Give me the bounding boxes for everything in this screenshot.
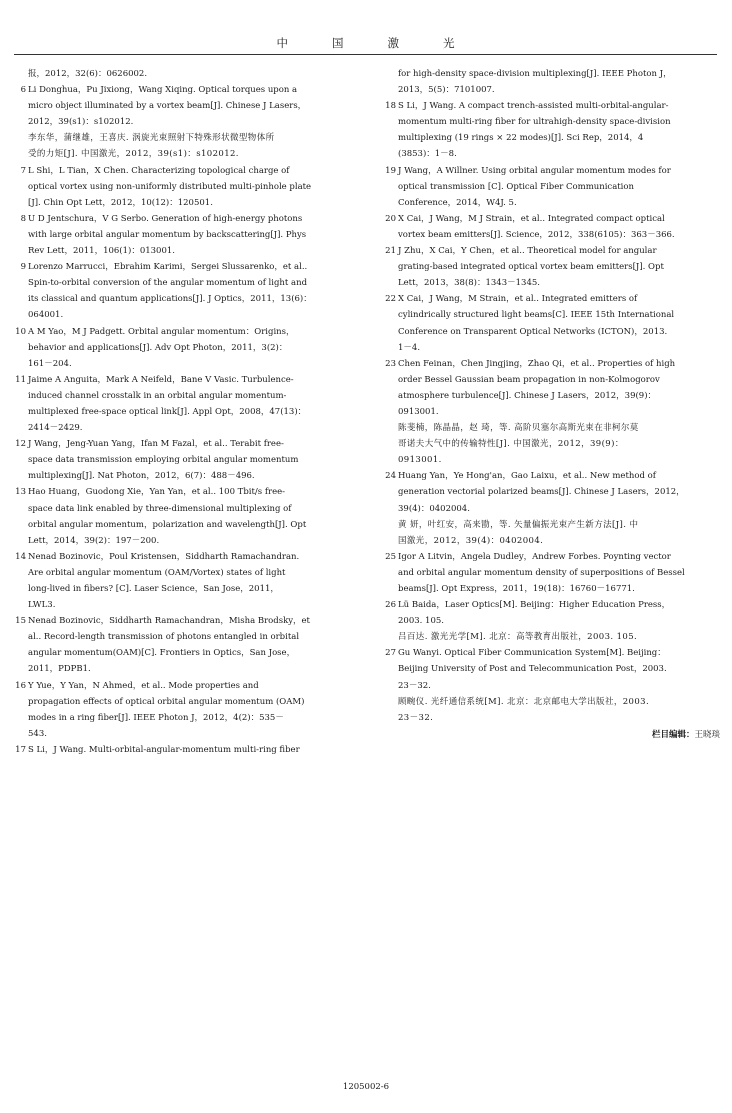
reference-entry [382, 597, 724, 629]
reference-entry [382, 645, 724, 693]
reference-entry [12, 66, 354, 82]
reference-column-left [12, 66, 354, 758]
reference-line: momentum multi-ring fiber for ultrahigh-density space-division [398, 117, 671, 128]
reference-line: X Cai，J Wang，M Strain，et al.. Integrated emitters of [398, 294, 638, 305]
reference-line: S Li，J Wang. A compact trench-assisted multi-orbital-angular- [398, 101, 669, 112]
reference-line: Lett，2014，39(2)：197－200. [28, 535, 160, 546]
reference-translation-line: 顾畹仪. 光纤通信系统[M]. 北京：北京邮电大学出版社，2003. [398, 696, 650, 707]
reference-entry [12, 678, 354, 742]
reference-line: U D Jentschura，V G Serbo. Generation of high-energy photons [28, 213, 303, 224]
reference-line: Jaime A Anguita，Mark A Neifeld，Bane V Vasic. Turbulence- [28, 374, 294, 385]
reference-line: space data link enabled by three-dimensional multiplexing of [28, 503, 292, 514]
reference-entry [382, 517, 724, 549]
reference-line: and orbital angular momentum density of superpositions of Bessel [398, 567, 685, 578]
reference-line: Conference on Transparent Optical Networks (ICTON)，2013. [398, 326, 668, 337]
reference-line: A M Yao，M J Padgett. Orbital angular momentum：Origins， [28, 326, 295, 337]
reference-entry [382, 163, 724, 211]
reference-number: 22 [385, 294, 396, 305]
reference-line: propagation effects of optical orbital angular momentum (OAM) [28, 696, 305, 707]
reference-line: Beijing University of Post and Telecommunication Post，2003. [398, 664, 667, 675]
reference-line: with large orbital angular momentum by backscattering[J]. Phys [28, 229, 307, 240]
reference-entry [382, 549, 724, 597]
reference-entry [12, 372, 354, 436]
reference-number: 6 [20, 85, 26, 96]
reference-line: for high-density space-division multiplexing[J]. IEEE Photon J， [398, 69, 672, 79]
reference-translation-line: 黄 妍，叶红安，高来勖，等. 矢量偏振光束产生新方法[J]. 中 [398, 519, 639, 530]
reference-line: Igor A Litvin，Angela Dudley，Andrew Forbes. Poynting vector [398, 551, 671, 562]
reference-line: multiplexing[J]. Nat Photon，2012，6(7)：488－496. [28, 471, 255, 482]
reference-entry [12, 130, 354, 162]
page-number: 1205002-6 [342, 1082, 390, 1092]
reference-line: grating-based integrated optical vortex beam emitters[J]. Opt [398, 262, 664, 273]
reference-line: Are orbital angular momentum (OAM/Vortex) states of light [28, 567, 286, 578]
reference-entry [382, 420, 724, 468]
reference-line: X Cai，J Wang，M J Strain，et al.. Integrated compact optical [398, 213, 665, 224]
reference-line: Huang Yan，Ye Hong'an，Gao Laixu，et al.. New method of [398, 471, 656, 482]
reference-number: 23 [385, 358, 396, 369]
reference-number: 13 [15, 487, 26, 498]
reference-line: micro object illuminated by a vortex beam[J]. Chinese J Lasers， [28, 101, 307, 112]
reference-line: multiplexed free-space optical link[J]. Appl Opt，2008，47(13)： [28, 406, 307, 417]
reference-entry [382, 468, 724, 516]
reference-column-right [382, 66, 724, 743]
reference-entry [382, 694, 724, 726]
reference-line: Nenad Bozinovic，Siddharth Ramachandran，Misha Brodsky，et [28, 616, 310, 627]
editor-label: 栏目编辑： [651, 729, 695, 740]
reference-line: Li Donghua，Pu Jixiong，Wang Xiqing. Optical torques upon a [28, 85, 298, 96]
reference-line: atmosphere turbulence[J]. Chinese J Lasers，2012，39(9)： [398, 390, 657, 401]
reference-line: cylindrically structured light beams[C]. IEEE 15th International [398, 310, 675, 321]
reference-entry [12, 484, 354, 548]
reference-entry [12, 613, 354, 677]
reference-number: 26 [385, 600, 396, 611]
reference-line: optical transmission [C]. Optical Fiber Communication [398, 181, 634, 192]
column-editor-credit [382, 727, 724, 743]
reference-line: behavior and applications[J]. Adv Opt Photon，2011，3(2)： [28, 342, 288, 353]
reference-entry [382, 356, 724, 420]
reference-line: long-lived in fibers? [C]. Laser Science，San Jose，2011， [28, 584, 279, 594]
reference-line: Lü Baida，Laser Optics[M]. Beijing：Higher Education Press， [398, 600, 671, 611]
reference-line: 2011，PDPB1. [28, 664, 91, 675]
reference-line: 0913001. [398, 406, 439, 417]
reference-number: 14 [15, 551, 26, 562]
reference-number: 12 [15, 439, 26, 450]
reference-entry [12, 211, 354, 259]
reference-line: its classical and quantum applications[J]. J Optics，2011，13(6)： [28, 294, 312, 305]
reference-line: 1－4. [398, 342, 421, 353]
reference-entry [382, 629, 724, 645]
reference-number: 20 [385, 213, 396, 224]
reference-entry [382, 98, 724, 162]
reference-line: Spin-to-orbital conversion of the angular momentum of light and [28, 278, 308, 289]
reference-number: 15 [15, 616, 26, 627]
reference-number: 11 [15, 374, 26, 385]
reference-number: 19 [385, 165, 396, 176]
reference-line: Rev Lett，2011，106(1)：013001. [28, 246, 175, 257]
reference-entry [12, 324, 354, 372]
reference-line: 39(4)：0402004. [398, 503, 470, 514]
reference-entry [382, 243, 724, 291]
reference-translation-line: 0913001. [398, 455, 442, 466]
reference-translation-line: 陈斐楠，陈晶晶，赵 琦，等. 高阶贝塞尔高斯光束在非柯尔莫 [398, 423, 639, 434]
reference-number: 8 [20, 213, 26, 224]
reference-number: 24 [385, 471, 396, 482]
reference-line: 543. [28, 728, 47, 739]
reference-entry [382, 66, 724, 98]
reference-line: optical vortex using non-uniformly distributed multi-pinhole plate [28, 181, 312, 192]
reference-line: induced channel crosstalk in an orbital angular momentum- [28, 390, 287, 401]
reference-line: beams[J]. Opt Express，2011，19(18)：16760－16771. [398, 584, 635, 594]
reference-number: 16 [15, 680, 26, 691]
reference-entry [12, 742, 354, 758]
reference-line: 2003. 105. [398, 616, 444, 627]
reference-line: Gu Wanyi. Optical Fiber Communication System[M]. Beijing： [398, 648, 666, 659]
editor-name: 王晓琰 [694, 729, 720, 740]
reference-line: Chen Feinan，Chen Jingjing，Zhao Qi，et al.. Properties of high [398, 358, 676, 369]
reference-line: Conference，2014，W4J. 5. [398, 197, 517, 208]
reference-line: (3853)：1－8. [398, 149, 457, 160]
reference-line: J Zhu，X Cai，Y Chen，et al.. Theoretical model for angular [398, 246, 657, 257]
reference-line: 2414－2429. [28, 423, 83, 434]
reference-line: 161－204. [28, 358, 72, 369]
reference-entry [382, 291, 724, 355]
reference-line: modes in a ring fiber[J]. IEEE Photon J，2012，4(2)：535－ [28, 712, 284, 723]
reference-number: 7 [20, 165, 26, 176]
reference-line: Lett，2013，38(8)：1343－1345. [398, 278, 540, 289]
reference-translation-line: 李东华，蒲继雄，王喜庆. 涡旋光束照射下特殊形状微型物体所 [28, 133, 275, 144]
reference-line: Lorenzo Marrucci，Ebrahim Karimi，Sergei Slussarenko，et al.. [28, 262, 308, 273]
journal-header: 中国激光 [276, 36, 499, 50]
reference-line: space data transmission employing orbital angular momentum [28, 455, 299, 466]
reference-line: order Bessel Gaussian beam propagation in non-Kolmogorov [398, 374, 660, 385]
reference-entry [12, 82, 354, 130]
reference-line: [J]. Chin Opt Lett，2012，10(12)：120501. [28, 197, 213, 208]
reference-number: 10 [15, 326, 26, 337]
reference-line: 23－32. [398, 680, 431, 691]
reference-line: vortex beam emitters[J]. Science，2012，338(6105)：363－366. [398, 229, 675, 240]
reference-number: 27 [385, 648, 396, 659]
reference-line: al.. Record-length transmission of photons entangled in orbital [28, 632, 300, 643]
header-rule [14, 54, 717, 55]
reference-translation-line: 国激光，2012，39(4)：0402004. [398, 535, 544, 546]
reference-line: LWL3. [28, 600, 56, 611]
reference-entry [12, 436, 354, 484]
reference-line: S Li，J Wang. Multi-orbital-angular-momentum multi-ring fiber [28, 744, 300, 755]
reference-number: 9 [20, 262, 26, 273]
reference-translation-line: 受的力矩[J]. 中国激光，2012，39(s1)：s102012. [28, 149, 239, 160]
reference-line: 2013，5(5)：7101007. [398, 85, 495, 96]
reference-entry [12, 549, 354, 613]
reference-translation-line: 吕百达. 激光光学[M]. 北京：高等教育出版社，2003. 105. [398, 632, 638, 643]
reference-line: generation vectorial polarized beams[J]. Chinese J Lasers，2012， [398, 487, 685, 498]
reference-number: 21 [385, 246, 396, 257]
reference-line: angular momentum(OAM)[C]. Frontiers in Optics，San Jose， [28, 648, 296, 659]
reference-line: J Wang，Jeng-Yuan Yang，Ifan M Fazal，et al.. Terabit free- [28, 439, 284, 450]
reference-number: 17 [15, 744, 26, 755]
reference-line: Y Yue，Y Yan，N Ahmed，et al.. Mode properties and [28, 680, 259, 691]
reference-line: 064001. [28, 310, 64, 321]
reference-translation-line: 23－32. [398, 712, 434, 723]
reference-entry [12, 259, 354, 323]
reference-line: multiplexing (19 rings × 22 modes)[J]. Sci Rep，2014，4 [398, 133, 644, 144]
reference-line: orbital angular momentum，polarization and wavelength[J]. Opt [28, 519, 307, 530]
reference-line: L Shi，L Tian，X Chen. Characterizing topological charge of [28, 165, 290, 176]
reference-number: 18 [385, 101, 396, 112]
reference-line: Nenad Bozinovic，Poul Kristensen，Siddharth Ramachandran. [28, 551, 300, 562]
reference-line: J Wang，A Willner. Using orbital angular momentum modes for [398, 165, 671, 176]
reference-line: 2012，39(s1)：s102012. [28, 117, 134, 128]
reference-entry [12, 163, 354, 211]
reference-line: 报，2012，32(6)：0626002. [28, 69, 148, 79]
reference-line: Hao Huang，Guodong Xie，Yan Yan，et al.. 100 Tbit/s free- [28, 487, 285, 498]
reference-entry [382, 211, 724, 243]
reference-translation-line: 哥诺夫大气中的传输特性[J]. 中国激光，2012，39(9)： [398, 439, 624, 450]
reference-number: 25 [385, 551, 396, 562]
